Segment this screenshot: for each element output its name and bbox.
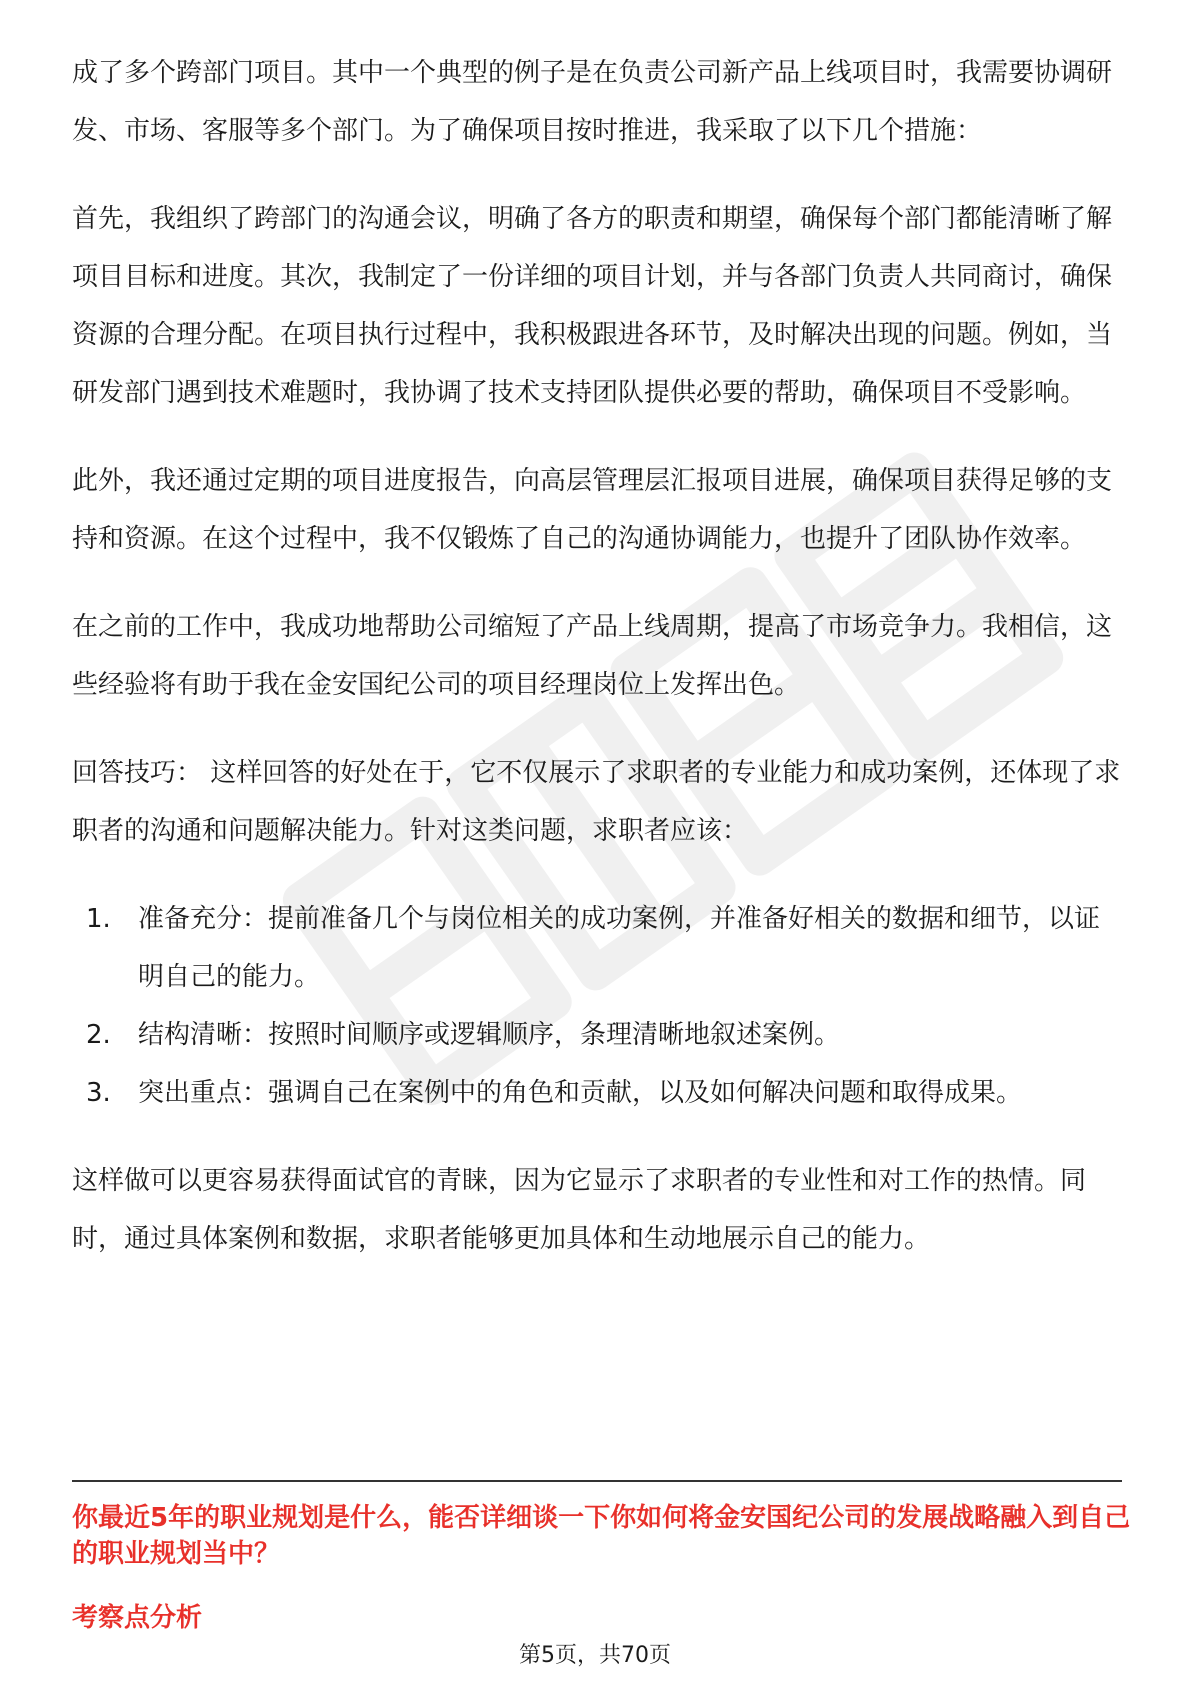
list-item-text: 结构清晰：按照时间顺序或逻辑顺序，条理清晰地叙述案例。 bbox=[138, 1020, 841, 1050]
list-item-number: 2. bbox=[86, 1020, 111, 1050]
section-heading: 考察点分析 bbox=[72, 1603, 203, 1633]
section-divider bbox=[72, 1480, 1122, 1482]
list-item bbox=[72, 1064, 1122, 1122]
list-item-text: 突出重点：强调自己在案例中的角色和贡献，以及如何解决问题和取得成果。 bbox=[138, 1078, 1023, 1108]
next-question-heading: 你最近5年的职业规划是什么，能否详细谈一下你如何将金安国纪公司的发展战略融入到自己的职业规划当中？ bbox=[72, 1503, 1131, 1569]
paragraph-reporting: 此外，我还通过定期的项目进度报告，向高层管理层汇报项目进展，确保项目获得足够的支持和资源。在这个过程中，我不仅锻炼了自己的沟通协调能力，也提升了团队协作效率。 bbox=[72, 466, 1113, 554]
paragraph-measures: 首先，我组织了跨部门的沟通会议，明确了各方的职责和期望，确保每个部门都能清晰了解项目目标和进度。其次，我制定了一份详细的项目计划，并与各部门负责人共同商讨，确保资源的合理分配。在项目执行过程中，我积极跟进各环节，及时解决出现的问题。例如，当研发部门遇到技术难题时，我协调了技术支持团队提供必要的帮助，确保项目不受影响。 bbox=[72, 204, 1113, 408]
paragraph-answer-tips: 回答技巧： 这样回答的好处在于，它不仅展示了求职者的专业能力和成功案例，还体现了求职者的沟通和问题解决能力。针对这类问题，求职者应该： bbox=[72, 758, 1121, 846]
list-item-number: 1. bbox=[86, 904, 111, 934]
list-item-text: 准备充分：提前准备几个与岗位相关的成功案例，并准备好相关的数据和细节，以证明自己的能力。 bbox=[138, 904, 1101, 992]
list-item bbox=[72, 1006, 1122, 1064]
tips-list bbox=[72, 890, 1122, 1122]
document-body bbox=[72, 44, 1122, 1298]
paragraph-results: 在之前的工作中，我成功地帮助公司缩短了产品上线周期，提高了市场竞争力。我相信，这些经验将有助于我在金安国纪公司的项目经理岗位上发挥出色。 bbox=[72, 612, 1113, 700]
paragraph-closing: 这样做可以更容易获得面试官的青睐，因为它显示了求职者的专业性和对工作的热情。同时，通过具体案例和数据，求职者能够更加具体和生动地展示自己的能力。 bbox=[72, 1166, 1087, 1254]
page-number: 第5页，共70页 bbox=[519, 1643, 671, 1668]
paragraph-intro: 成了多个跨部门项目。其中一个典型的例子是在负责公司新产品上线项目时，我需要协调研发、市场、客服等多个部门。为了确保项目按时推进，我采取了以下几个措施： bbox=[72, 58, 1113, 146]
list-item bbox=[72, 890, 1122, 1006]
list-item-number: 3. bbox=[86, 1078, 111, 1108]
